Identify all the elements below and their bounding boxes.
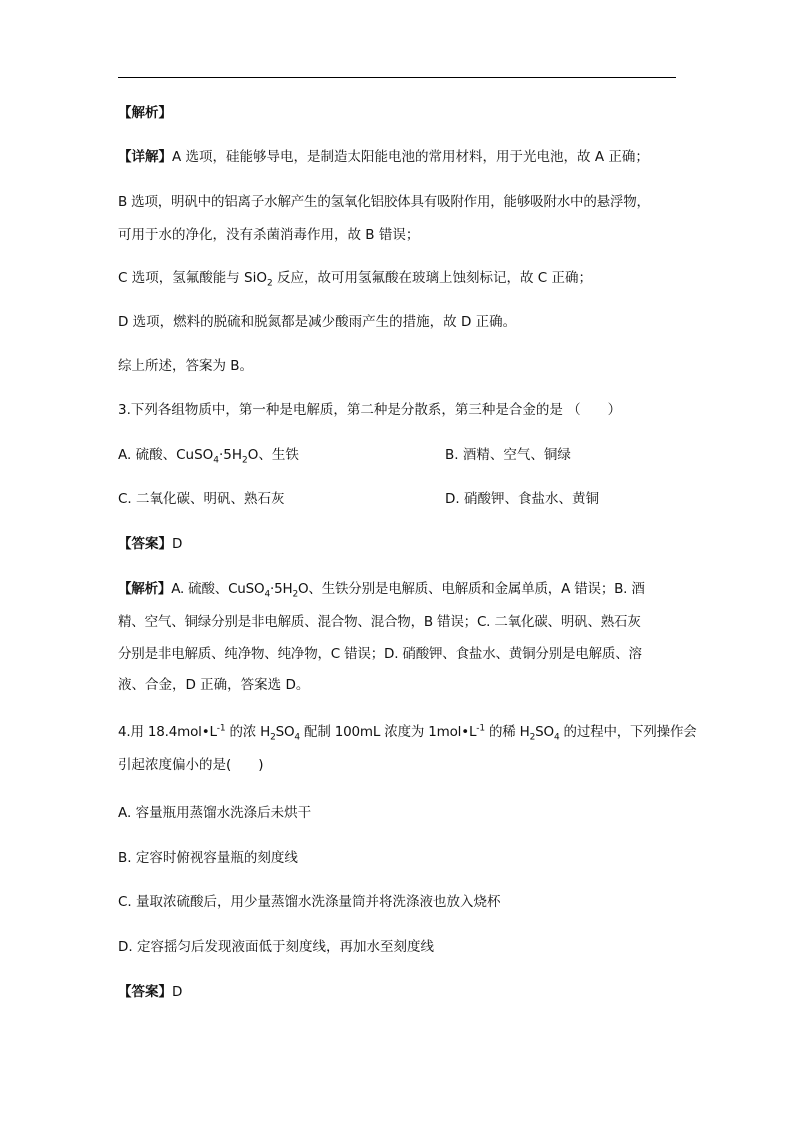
header-rule bbox=[118, 77, 676, 78]
q3-analysis-line1: 【解析】A. 硫酸、$CuSO_4\cdot 5H_2O$、生铁分别是电解质、电解质和金属单质，A 错误；B. 酒 bbox=[118, 581, 645, 600]
q3-analysis-line4: 液、合金，D 正确，答案选 D。 bbox=[118, 677, 310, 693]
q3-options-row1 bbox=[118, 446, 299, 464]
q3-answer: 【答案】D bbox=[118, 536, 183, 552]
q3-option-c: C. 二氧化碳、明矾、熟石灰 bbox=[118, 491, 285, 507]
q3-analysis-line2: 精、空气、铜绿分别是非电解质、混合物、混合物，B 错误；C. 二氧化碳、明矾、熟石灰 bbox=[118, 614, 641, 630]
q2-detail-a: 【详解】A 选项，硅能够导电，是制造太阳能电池的常用材料，用于光电池，故 A 正确； bbox=[118, 149, 649, 165]
detail-label: 【详解】 bbox=[118, 149, 172, 165]
q2-summary: 综上所述，答案为 B。 bbox=[118, 358, 254, 374]
q4-stem-line2: 引起浓度偏小的是( ) bbox=[118, 757, 264, 773]
q2-option-b-line2: 可用于水的净化，没有杀菌消毒作用，故 B 错误； bbox=[118, 227, 420, 243]
q3-analysis-line3: 分别是非电解质、纯净物、纯净物，C 错误；D. 硝酸钾、食盐水、黄铜分别是电解质、溶 bbox=[118, 646, 642, 662]
q2-option-d: D 选项，燃料的脱硫和脱氮都是减少酸雨产生的措施，故 D 正确。 bbox=[118, 314, 517, 330]
q4-option-a: A. 容量瓶用蒸馏水洗涤后未烘干 bbox=[118, 805, 312, 821]
q3-option-b: B. 酒精、空气、铜绿 bbox=[445, 447, 571, 463]
analysis-header: 【解析】 bbox=[118, 105, 172, 121]
q3-option-a: A. 硫酸、$CuSO_4\cdot 5H_2O$、生铁 bbox=[118, 447, 299, 466]
q3-option-d: D. 硝酸钾、食盐水、黄铜 bbox=[445, 491, 599, 507]
q4-stem-line1: 4.用 $18.4mol•L^{-1}$ 的浓 $H_2SO_4$ 配制 100mL 浓度为 $1mol•L^{-1}$ 的稀 $H_2SO_4$ 的过程中，下列操作会 bbox=[118, 723, 697, 743]
q2-option-b-line1: B 选项，明矾中的铝离子水解产生的氢氧化铝胶体具有吸附作用，能够吸附水中的悬浮物， bbox=[118, 194, 650, 210]
q4-option-d: D. 定容摇匀后发现液面低于刻度线，再加水至刻度线 bbox=[118, 939, 434, 955]
q2-option-c: C 选项，氢氟酸能与 SiO$_2$ 反应，故可用氢氟酸在玻璃上蚀刻标记，故 C 正确； bbox=[118, 270, 593, 289]
q3-stem: 3.下列各组物质中，第一种是电解质，第二种是分散系，第三种是合金的是 （ ） bbox=[118, 402, 622, 418]
q4-answer: 【答案】D bbox=[118, 984, 183, 1000]
q4-option-c: C. 量取浓硫酸后，用少量蒸馏水洗涤量筒并将洗涤液也放入烧杯 bbox=[118, 894, 501, 910]
q4-option-b: B. 定容时俯视容量瓶的刻度线 bbox=[118, 850, 298, 866]
